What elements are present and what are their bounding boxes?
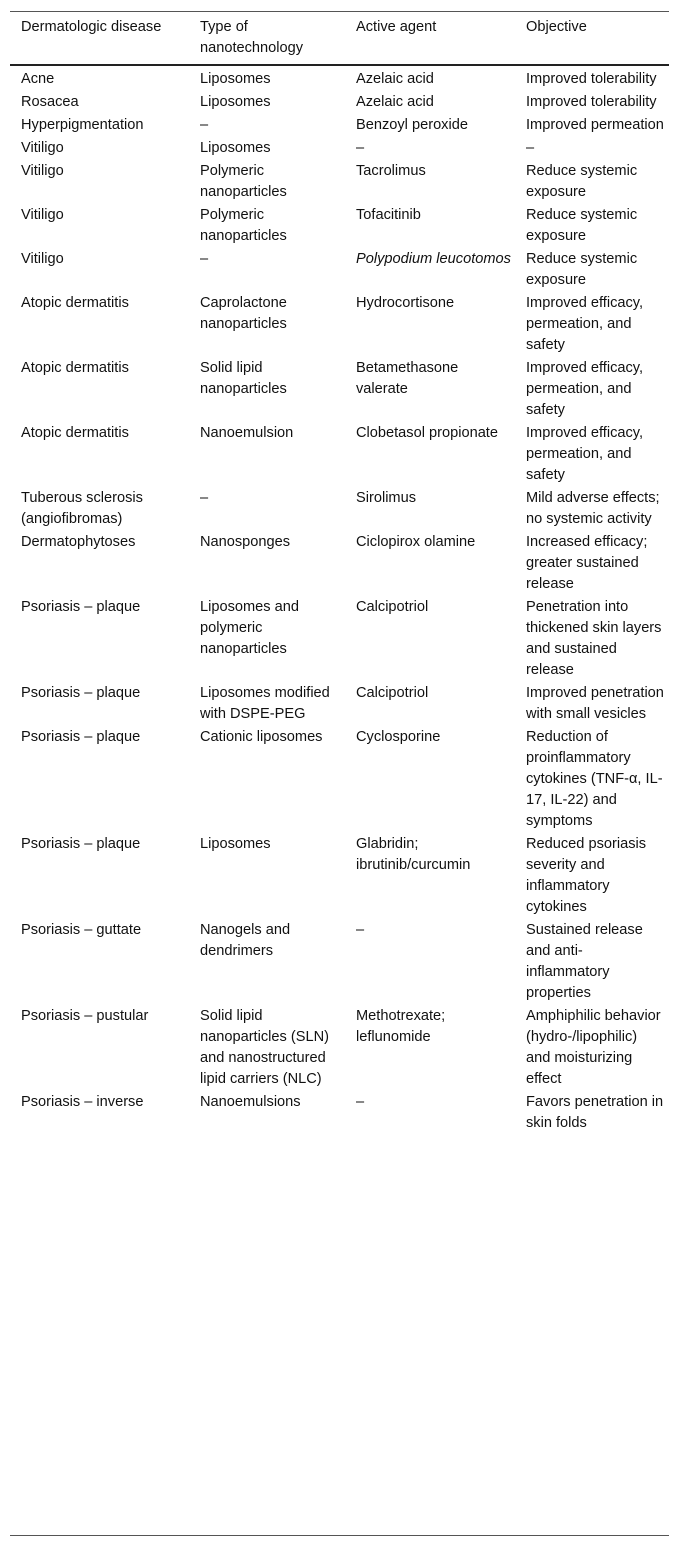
- cell-active-agent: –: [356, 140, 365, 156]
- table-row: [10, 920, 669, 1006]
- cell-objective: Favors penetration in skin folds: [526, 1094, 664, 1131]
- table-row: [10, 92, 669, 115]
- cell-active-agent: Ciclopirox olamine: [356, 534, 476, 550]
- cell-active-agent: Betamethasone valerate: [356, 360, 459, 397]
- cell-active-agent: Sirolimus: [356, 490, 417, 506]
- table-row: [10, 293, 669, 358]
- table-row: [10, 138, 669, 161]
- cell-objective: Reduction of proinflammatory cytokines (TNF-α, IL-17, IL-22) and symptoms: [526, 729, 663, 829]
- cell-disease: Psoriasis – plaque: [21, 836, 141, 852]
- cell-disease: Atopic dermatitis: [21, 425, 129, 441]
- cell-disease: Psoriasis – guttate: [21, 922, 142, 938]
- cell-disease: Vitiligo: [21, 140, 64, 156]
- cell-nanotechnology: Liposomes: [200, 71, 271, 87]
- cell-nanotechnology: Liposomes: [200, 94, 271, 110]
- cell-objective: Reduced psoriasis severity and inflammatory cytokines: [526, 836, 647, 915]
- cell-disease: Psoriasis – inverse: [21, 1094, 144, 1110]
- cell-active-agent: –: [356, 1094, 365, 1110]
- cell-nanotechnology: Polymeric nanoparticles: [200, 207, 287, 244]
- cell-nanotechnology: Liposomes: [200, 836, 271, 852]
- cell-objective: Mild adverse effects; no systemic activity: [526, 490, 660, 527]
- cell-nanotechnology: –: [200, 490, 209, 506]
- cell-active-agent: Azelaic acid: [356, 71, 434, 87]
- table-row: [10, 358, 669, 423]
- cell-objective: Improved efficacy, permeation, and safety: [526, 295, 644, 353]
- cell-objective: Increased efficacy; greater sustained release: [526, 534, 648, 592]
- cell-active-agent: Clobetasol propionate: [356, 425, 498, 441]
- cell-objective: Penetration into thickened skin layers and sustained release: [526, 599, 662, 678]
- cell-disease: Acne: [21, 71, 55, 87]
- cell-active-agent: Benzoyl peroxide: [356, 117, 468, 133]
- cell-objective: Improved efficacy, permeation, and safety: [526, 360, 644, 418]
- table-row: [10, 161, 669, 205]
- header-active-agent: Active agent: [345, 11, 515, 65]
- cell-disease: Vitiligo: [21, 207, 64, 223]
- cell-objective: Improved permeation: [526, 117, 664, 133]
- cell-active-agent: Cyclosporine: [356, 729, 441, 745]
- table-header: [10, 11, 669, 65]
- cell-objective: Improved penetration with small vesicles: [526, 685, 664, 722]
- cell-disease: Psoriasis – plaque: [21, 729, 141, 745]
- table-row: [10, 532, 669, 597]
- cell-objective: Reduce systemic exposure: [526, 207, 638, 244]
- nanotechnology-table: [10, 11, 669, 1136]
- table-row: [10, 834, 669, 920]
- cell-objective: Reduce systemic exposure: [526, 251, 638, 288]
- cell-active-agent: Azelaic acid: [356, 94, 434, 110]
- cell-nanotechnology: Polymeric nanoparticles: [200, 163, 287, 200]
- cell-nanotechnology: Solid lipid nanoparticles (SLN) and nanostructured lipid carriers (NLC): [200, 1008, 329, 1087]
- cell-active-agent: Calcipotriol: [356, 599, 429, 615]
- cell-nanotechnology: –: [200, 117, 209, 133]
- table-row: [10, 727, 669, 834]
- cell-active-agent: Calcipotriol: [356, 685, 429, 701]
- table-row: [10, 1092, 669, 1136]
- table-row: [10, 115, 669, 138]
- cell-disease: Vitiligo: [21, 251, 64, 267]
- cell-objective: Improved tolerability: [526, 71, 657, 87]
- cell-nanotechnology: Liposomes and polymeric nanoparticles: [200, 599, 299, 657]
- cell-objective: Improved tolerability: [526, 94, 657, 110]
- cell-nanotechnology: Caprolactone nanoparticles: [200, 295, 287, 332]
- cell-active-agent: Tofacitinib: [356, 207, 421, 223]
- table-row: [10, 249, 669, 293]
- header-objective: Objective: [515, 11, 669, 65]
- table-row: [10, 1006, 669, 1092]
- cell-nanotechnology: Nanosponges: [200, 534, 291, 550]
- cell-objective: Reduce systemic exposure: [526, 163, 638, 200]
- cell-active-agent: Glabridin; ibrutinib/curcumin: [356, 836, 471, 873]
- cell-objective: Improved efficacy, permeation, and safety: [526, 425, 644, 483]
- cell-nanotechnology: Cationic liposomes: [200, 729, 323, 745]
- cell-nanotechnology: Nanoemulsions: [200, 1094, 301, 1110]
- table-row: [10, 65, 669, 92]
- cell-disease: Dermatophytoses: [21, 534, 136, 550]
- cell-nanotechnology: Liposomes: [200, 140, 271, 156]
- cell-active-agent: Methotrexate; leflunomide: [356, 1008, 446, 1045]
- cell-disease: Psoriasis – plaque: [21, 599, 141, 615]
- cell-active-agent: Polypodium leucotomos: [356, 251, 511, 267]
- cell-nanotechnology: –: [200, 251, 209, 267]
- cell-disease: Psoriasis – pustular: [21, 1008, 149, 1024]
- cell-disease: Tuberous sclerosis (angiofibromas): [21, 490, 143, 527]
- table-row: [10, 683, 669, 727]
- cell-objective: –: [526, 140, 535, 156]
- cell-disease: Atopic dermatitis: [21, 360, 129, 376]
- cell-active-agent: Hydrocortisone: [356, 295, 455, 311]
- cell-disease: Atopic dermatitis: [21, 295, 129, 311]
- cell-disease: Rosacea: [21, 94, 79, 110]
- cell-objective: Sustained release and anti-inflammatory properties: [526, 922, 643, 1001]
- cell-nanotechnology: Nanoemulsion: [200, 425, 294, 441]
- cell-nanotechnology: Liposomes modified with DSPE-PEG: [200, 685, 330, 722]
- table-row: [10, 205, 669, 249]
- cell-active-agent: Tacrolimus: [356, 163, 426, 179]
- cell-active-agent: –: [356, 922, 365, 938]
- table-row: [10, 423, 669, 488]
- table-body: [10, 65, 669, 1136]
- table-row: [10, 488, 669, 532]
- cell-objective: Amphiphilic behavior (hydro-/lipophilic) and moisturizing effect: [526, 1008, 661, 1087]
- cell-disease: Vitiligo: [21, 163, 64, 179]
- table-row: [10, 597, 669, 683]
- cell-disease: Hyperpigmentation: [21, 117, 144, 133]
- header-row: [10, 11, 669, 65]
- header-disease: Dermatologic disease: [10, 11, 189, 65]
- header-nanotechnology: Type of nanotechnology: [189, 11, 345, 65]
- cell-nanotechnology: Nanogels and dendrimers: [200, 922, 291, 959]
- cell-disease: Psoriasis – plaque: [21, 685, 141, 701]
- cell-nanotechnology: Solid lipid nanoparticles: [200, 360, 287, 397]
